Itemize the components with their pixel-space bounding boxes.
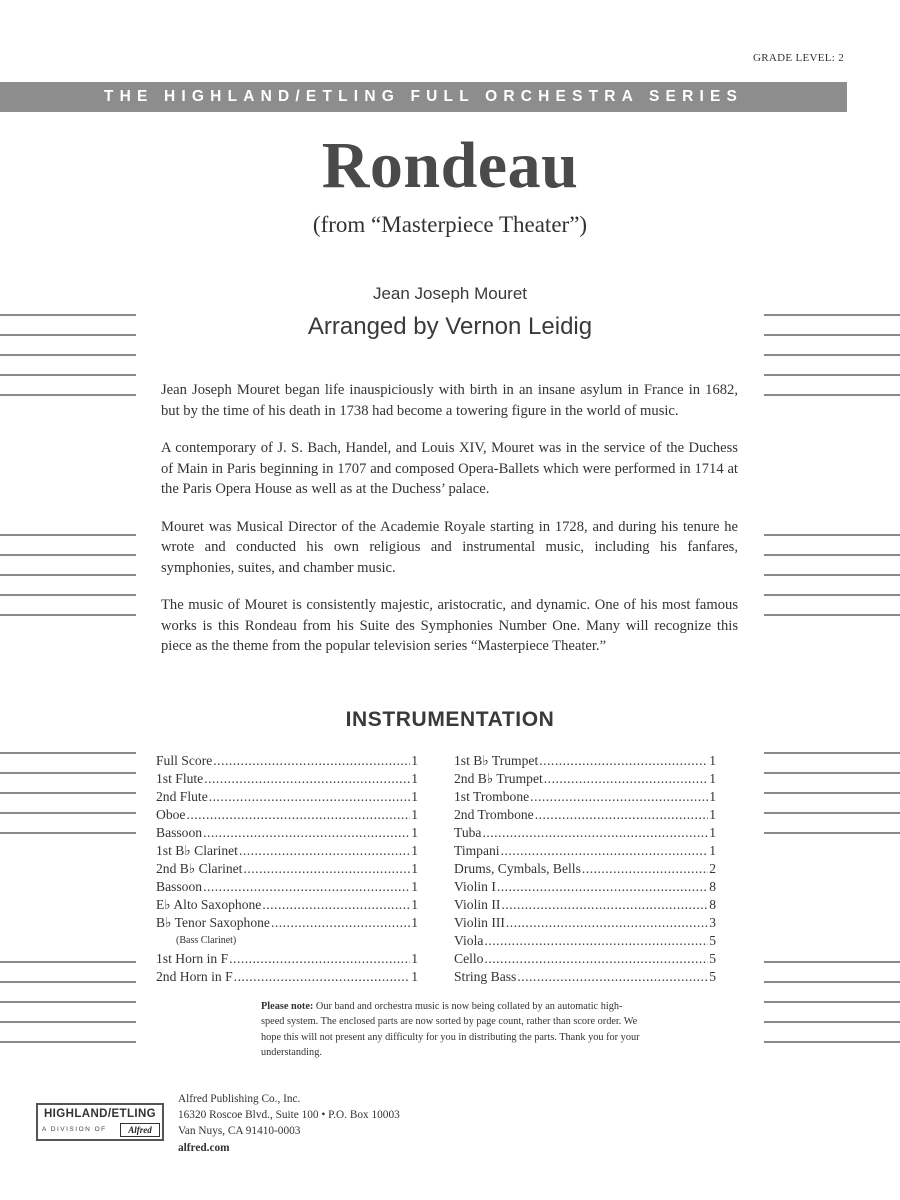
instrument-row	[156, 824, 418, 842]
collation-note	[261, 999, 645, 1061]
page-subtitle: (from “Masterpiece Theater”)	[312, 212, 588, 237]
instrument-row	[454, 878, 716, 896]
staff-lines-decoration	[764, 314, 900, 398]
instrument-name: Bassoon	[156, 825, 203, 840]
dot-leader	[243, 860, 410, 878]
alfred-logo-icon: Alfred	[120, 1123, 160, 1137]
instrument-count: 1	[411, 843, 418, 858]
instrument-name: 1st B♭ Trumpet	[454, 753, 539, 768]
instrumentation-heading: INSTRUMENTATION	[345, 708, 555, 731]
arranger-credit: Arranged by Vernon Leidig	[307, 313, 593, 340]
dot-leader	[209, 788, 410, 806]
instrument-row	[156, 950, 418, 968]
instrument-count: 5	[709, 969, 716, 984]
staff-lines-decoration	[0, 961, 136, 1045]
instrumentation-list-left	[156, 752, 418, 986]
instrument-name: B♭ Tenor Saxophone	[156, 915, 270, 930]
dot-leader	[204, 770, 410, 788]
instrument-count: 1	[411, 915, 418, 930]
paragraph: Jean Joseph Mouret began life inauspiciously with birth in an insane asylum in France in 1682, but by the time of his death in 1738 had become a towering figure in the world of music.	[161, 382, 738, 419]
instrument-row	[156, 806, 418, 824]
note-text: Our band and orchestra music is now being collated by an automatic high-speed system. The enclosed parts are now sorted by page count, rather than score order. We hope this will not present any difficulty for you in distributing the parts. Thank you for your understanding.	[261, 1001, 640, 1059]
instrument-count: 8	[709, 879, 716, 894]
instrument-subnote: (Bass Clarinet)	[176, 935, 237, 946]
instrument-row	[156, 896, 418, 914]
dot-leader	[506, 914, 708, 932]
dot-leader	[501, 842, 709, 860]
instrument-name: 1st B♭ Clarinet	[156, 843, 238, 858]
paragraph: Mouret was Musical Director of the Academie Royale starting in 1728, and during his tenure he wrote and conducted his own religious and instrumental music, including his fanfares, symphonies, suites, and chamber music.	[161, 518, 738, 576]
instrument-name: 2nd B♭ Clarinet	[156, 861, 243, 876]
instrument-name: Violin II	[454, 897, 501, 912]
instrument-row	[454, 860, 716, 878]
publisher-name: Alfred Publishing Co., Inc.	[178, 1093, 301, 1105]
instrument-row	[156, 842, 418, 860]
instrument-name: 2nd Horn in F	[156, 969, 233, 984]
instrument-name: 2nd Flute	[156, 789, 208, 804]
dot-leader	[484, 950, 708, 968]
logo-division-text: A DIVISION OF	[42, 1126, 107, 1133]
instrument-name: Tuba	[454, 825, 482, 840]
instrument-row	[156, 752, 418, 770]
instrument-count: 5	[709, 933, 716, 948]
instrument-row	[454, 896, 716, 914]
dot-leader	[262, 896, 410, 914]
publisher-city: Van Nuys, CA 91410-0003	[178, 1125, 301, 1138]
publisher-website: alfred.com	[178, 1141, 230, 1154]
instrument-name: Full Score	[156, 753, 213, 768]
instrument-name: Violin I	[454, 879, 496, 894]
staff-lines-decoration	[0, 534, 136, 618]
instrument-name: String Bass	[454, 969, 517, 984]
instrument-name: Oboe	[156, 807, 186, 822]
staff-lines-decoration	[0, 314, 136, 398]
instrument-row	[156, 860, 418, 878]
dot-leader	[539, 752, 708, 770]
dot-leader	[229, 950, 410, 968]
instrument-name: 2nd B♭ Trumpet	[454, 771, 543, 786]
instrument-count: 1	[411, 753, 418, 768]
instrument-count: 1	[411, 969, 418, 984]
page-title: Rondeau	[321, 129, 579, 202]
instrument-count: 1	[411, 771, 418, 786]
instrument-name: Violin III	[454, 915, 505, 930]
instrument-count: 1	[411, 879, 418, 894]
instrument-name: 1st Horn in F	[156, 951, 229, 966]
dot-leader	[530, 788, 708, 806]
paragraph: A contemporary of J. S. Bach, Handel, and Louis XIV, Mouret was in the service of the Duchess of Main in Paris beginning in 1707 and composed Opera-Ballets which were performed in 1714 at the Paris Opera House as well as at the Duchess’ palace.	[161, 440, 738, 497]
dot-leader	[186, 806, 410, 824]
composer-name: Jean Joseph Mouret	[372, 284, 528, 303]
dot-leader	[544, 770, 708, 788]
dot-leader	[501, 896, 708, 914]
instrument-row	[454, 788, 716, 806]
instrument-name: Timpani	[454, 843, 500, 858]
instrument-name: Viola	[454, 933, 484, 948]
instrument-row	[156, 788, 418, 806]
publisher-street: 16320 Roscoe Blvd., Suite 100 • P.O. Box 10003	[178, 1109, 400, 1122]
series-banner	[0, 82, 847, 112]
note-label: Please note:	[261, 1001, 314, 1012]
instrument-count: 1	[411, 789, 418, 804]
instrument-row	[454, 752, 716, 770]
dot-leader	[203, 878, 410, 896]
instrument-row	[454, 950, 716, 968]
dot-leader	[484, 932, 708, 950]
instrument-row	[156, 968, 418, 986]
instrument-count: 1	[709, 753, 716, 768]
series-banner-text: THE HIGHLAND/ETLING FULL ORCHESTRA SERIES	[103, 88, 744, 105]
paragraph: The music of Mouret is consistently majestic, aristocratic, and dynamic. One of his most famous works is this Rondeau from his Suite des Symphonies Number One. Many will recognize this piece as the theme from the popular television series “Masterpiece Theater.”	[161, 597, 738, 654]
instrument-count: 1	[411, 825, 418, 840]
instrument-name: Cello	[454, 951, 484, 966]
dot-leader	[271, 914, 410, 932]
instrument-count: 1	[411, 951, 418, 966]
logo-wordmark: HIGHLAND/ETLING	[43, 1108, 157, 1120]
instrument-row	[156, 878, 418, 896]
instrument-count: 8	[709, 897, 716, 912]
instrument-row	[454, 842, 716, 860]
instrument-count: 1	[411, 807, 418, 822]
instrument-count: 2	[709, 861, 716, 876]
instrument-row	[454, 914, 716, 932]
instrument-row	[454, 770, 716, 788]
instrument-name: 1st Flute	[156, 771, 204, 786]
instrument-name: 2nd Trombone	[454, 807, 534, 822]
staff-lines-decoration	[764, 961, 900, 1045]
staff-lines-decoration	[764, 752, 900, 836]
instrument-name: Drums, Cymbals, Bells	[454, 861, 581, 876]
instrument-count: 3	[709, 915, 716, 930]
grade-level: GRADE LEVEL: 2	[753, 52, 844, 64]
instrument-name: 1st Trombone	[454, 789, 530, 804]
biography-text	[161, 380, 738, 674]
highland-etling-logo	[36, 1103, 164, 1141]
dot-leader	[213, 752, 410, 770]
instrument-count: 1	[709, 843, 716, 858]
dot-leader	[535, 806, 709, 824]
dot-leader	[482, 824, 708, 842]
instrument-row	[454, 968, 716, 986]
instrument-count: 1	[411, 861, 418, 876]
publisher-address	[178, 1091, 400, 1156]
instrument-name: Bassoon	[156, 879, 203, 894]
instrument-count: 1	[709, 789, 716, 804]
instrument-count: 1	[709, 825, 716, 840]
instrument-count: 1	[709, 807, 716, 822]
instrument-row	[156, 914, 418, 932]
staff-lines-decoration	[764, 534, 900, 618]
instrument-row	[454, 824, 716, 842]
instrument-count: 5	[709, 951, 716, 966]
dot-leader	[497, 878, 708, 896]
instrument-row	[454, 806, 716, 824]
instrument-row	[156, 770, 418, 788]
dot-leader	[582, 860, 708, 878]
dot-leader	[517, 968, 708, 986]
dot-leader	[203, 824, 410, 842]
instrument-count: 1	[709, 771, 716, 786]
instrument-name: E♭ Alto Saxophone	[156, 897, 262, 912]
dot-leader	[234, 968, 411, 986]
staff-lines-decoration	[0, 752, 136, 836]
instrumentation-list-right	[454, 752, 716, 986]
instrument-row	[454, 932, 716, 950]
dot-leader	[239, 842, 410, 860]
instrument-count: 1	[411, 897, 418, 912]
